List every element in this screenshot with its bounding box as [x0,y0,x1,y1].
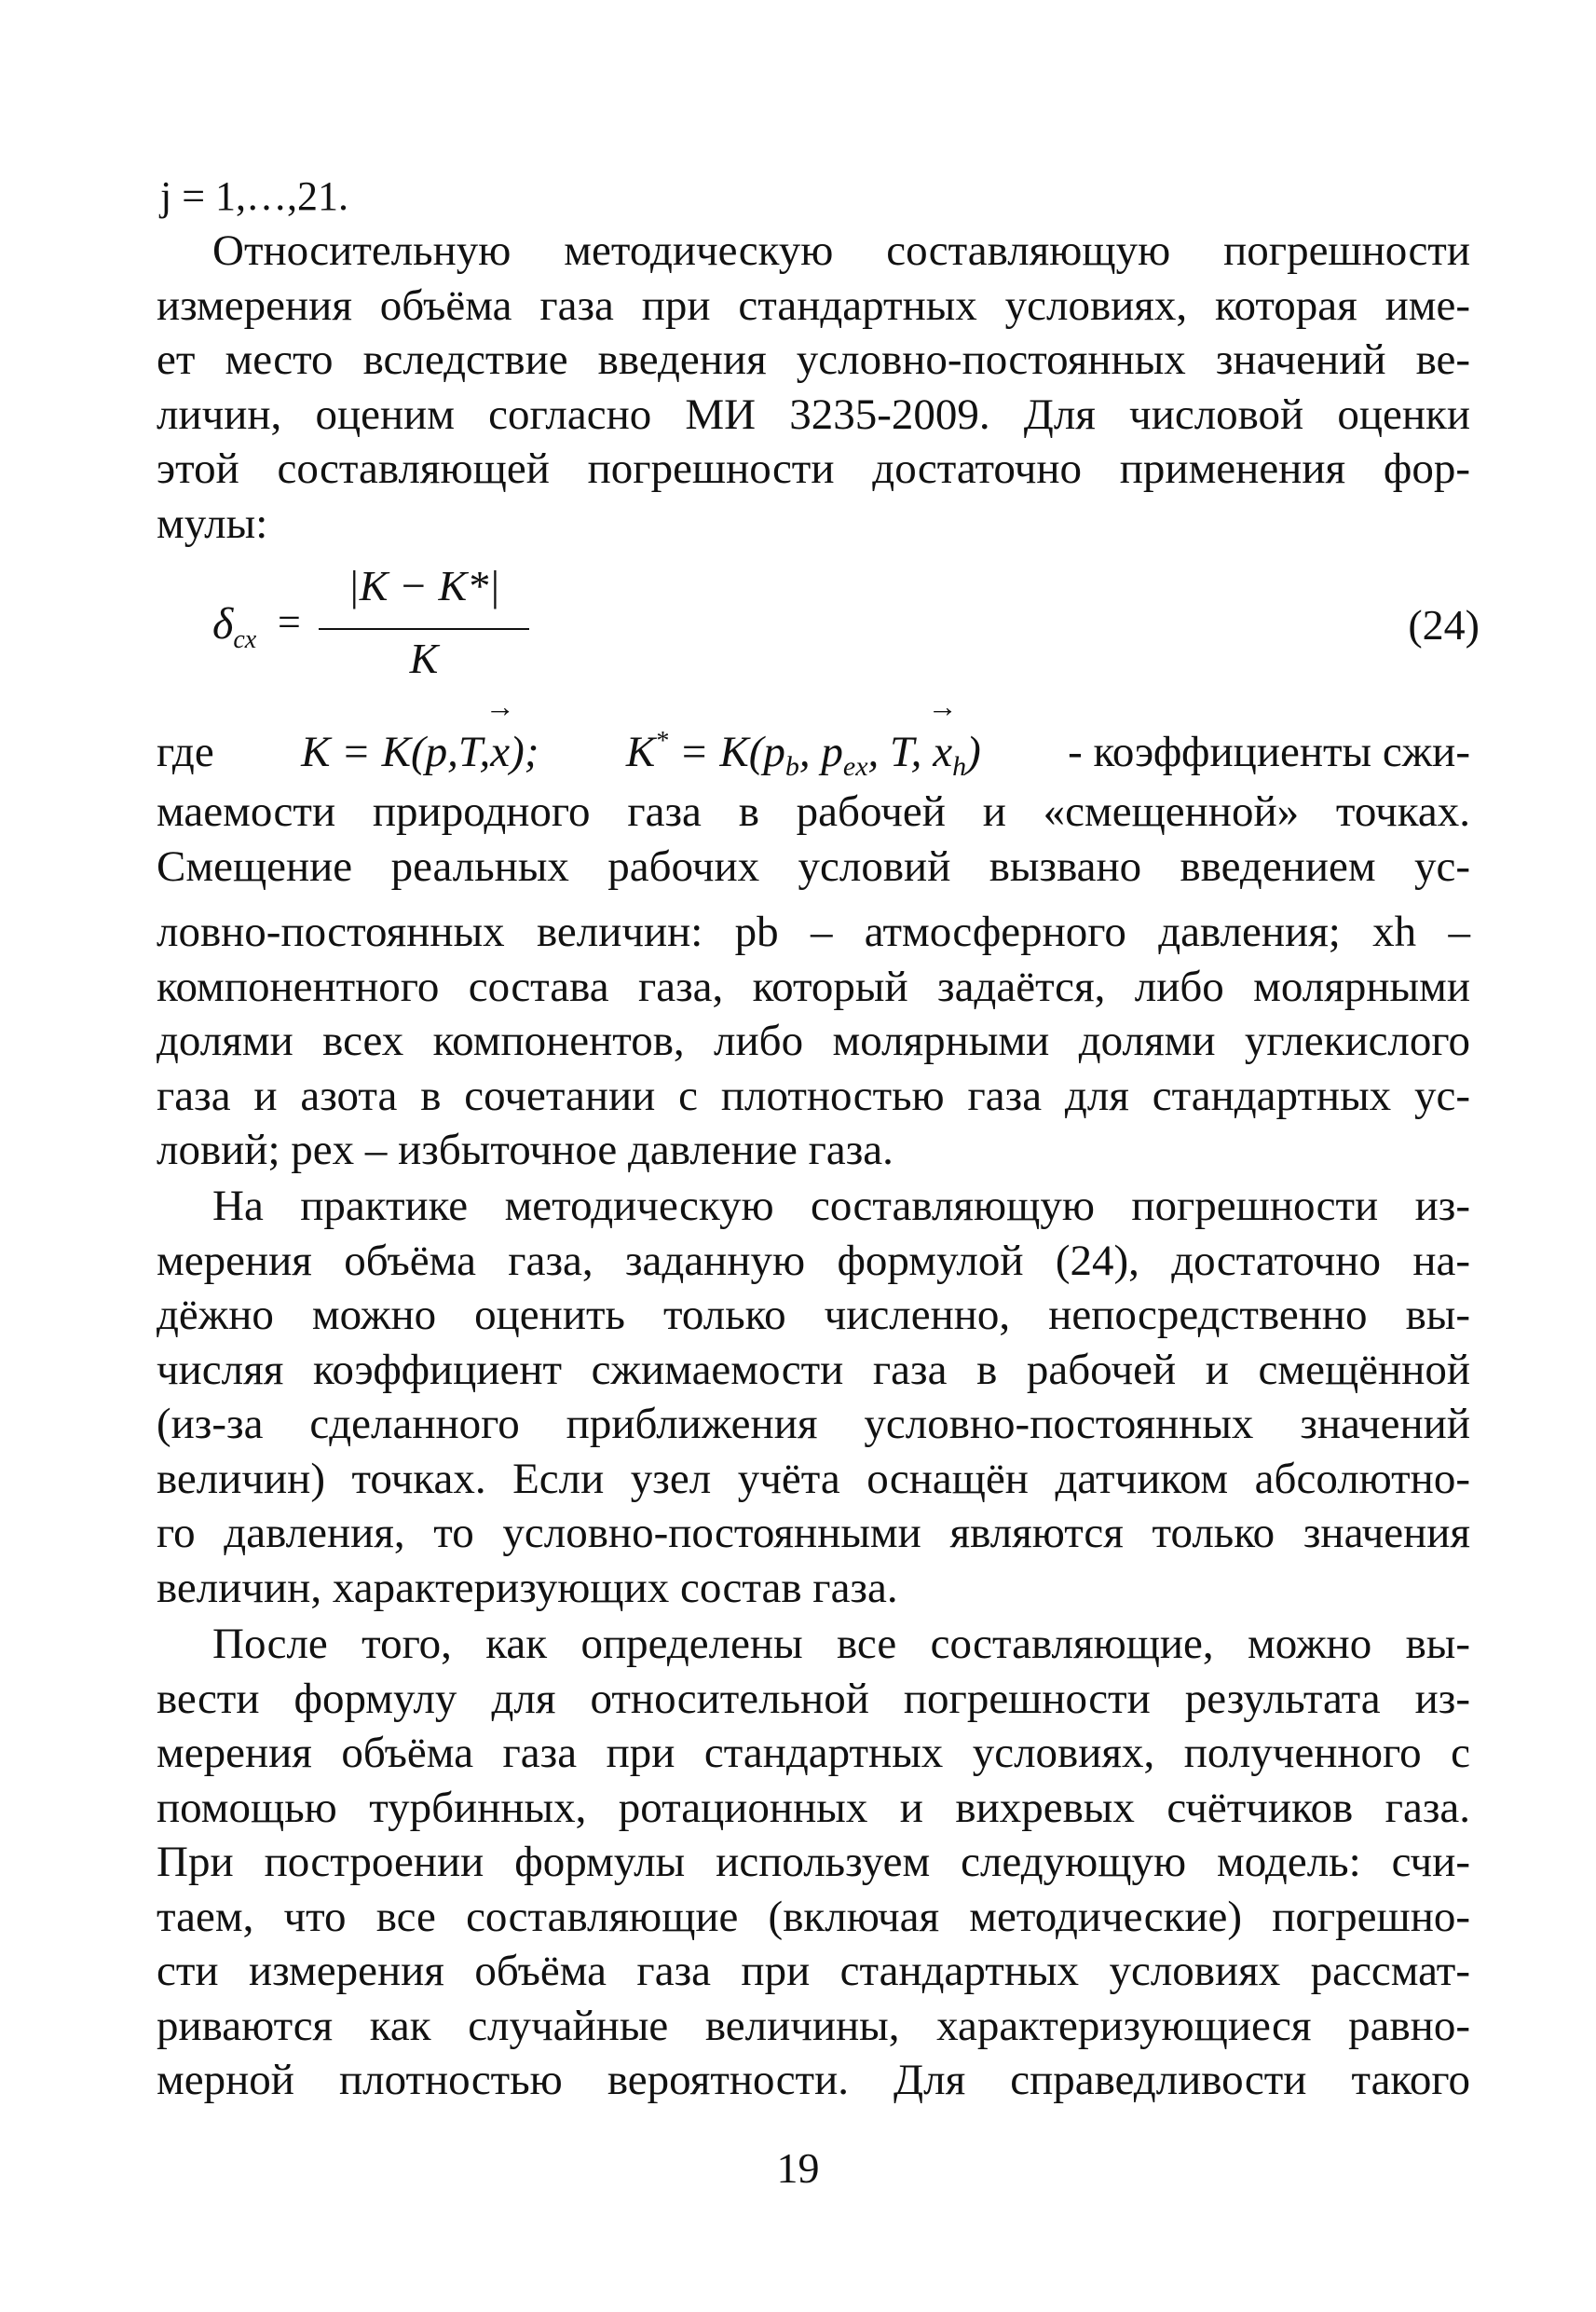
text-line: сти измерения объёма газа при стандартных условиях рассмат- [157,1947,1470,1995]
text-line: таем, что все составляющие (включая методические) погрешно- [157,1892,1470,1941]
formula-denominator: K [409,635,439,682]
text-line: числяя коэффициент сжимаемости газа в рабочей и смещённой [157,1345,1470,1394]
paragraph-2 [157,785,1470,1178]
text-line: маемости природного газа в рабочей и «смещенной» точках. [157,787,1470,836]
text-line: Смещение реальных рабочих условий вызвано введением ус- [157,841,1470,891]
text-line: дёжно можно оценить только численно, непосредственно вы- [157,1291,1470,1339]
fraction-bar [319,628,529,630]
text-line: измерения объёма газа при стандартных условиях, которая име- [157,280,1470,330]
paragraph-4 [157,1617,1470,2108]
kstar-definition: $K^* = K(p_b$, $p_{ex}$, T, x → $_h$) [625,690,981,782]
where-definition-line [157,690,1470,783]
text-line: личин, оценим согласно МИ 3235-2009. Для числовой оценки [157,390,1470,439]
paragraph-3 [157,1179,1470,1615]
text-line: долями всех компонентов, либо молярными долями углекислого [157,1017,1470,1065]
where-prefix: где [157,728,214,776]
text-line: ловно-постоянных величин: pb – атмосферного давления; xh – [157,908,1470,956]
text-line: мерения объёма газа при стандартных условиях, полученного с [157,1729,1470,1777]
text-line: величин, характеризующих состав газа. [157,1563,898,1612]
text-line: помощью турбинных, ротационных и вихревых счётчиков газа. [157,1783,1470,1832]
text-line: После того, как определены все составляющие, можно вы- [212,1620,1470,1668]
formula-24 [212,550,1480,690]
text-line: го давления, то условно-постоянными являются только значения [157,1509,1470,1557]
text-line: компонентного состава газа, который задаётся, либо молярными [157,962,1470,1011]
text-line: При построении формулы используем следующую модель: счи- [157,1838,1470,1886]
formula-equals: = [278,599,301,645]
text-line: Относительную методическую составляющую погрешности [212,226,1470,275]
text-line: вести формулу для относительной погрешности результата из- [157,1674,1470,1723]
text-line: риваются как случайные величины, характеризующиеся равно- [157,2001,1470,2050]
k-definition: K = K(p,T,x → ); [301,690,539,776]
text-line: газа и азота в сочетании с плотностью газа для стандартных ус- [157,1071,1470,1120]
paragraph-1 [157,224,1470,551]
index-range-line: j = 1,…,21. [160,173,349,219]
text-line: На практике методическую составляющую погрешности из- [212,1182,1470,1230]
text-line: мерения объёма газа, заданную формулой (24), достаточно на- [157,1236,1470,1285]
text-line: (из-за сделанного приближения условно-постоянных значений [157,1400,1470,1448]
page-number: 19 [776,2144,820,2192]
text-line: ет место вследствие введения условно-постоянных значений ве- [157,335,1470,384]
text-line: этой составляющей погрешности достаточно применения фор- [157,445,1470,493]
text-line: мулы: [157,499,268,548]
text-line: ловий; pex – избыточное давление газа. [157,1126,893,1174]
formula-lhs: $\delta_{cx}$ [212,599,257,654]
equation-number: (24) [1408,601,1480,649]
text-line: мерной плотностью вероятности. Для справедливости такого [157,2056,1470,2104]
formula-numerator: |K − K*| [348,562,500,609]
text-line: величин) точках. Если узел учёта оснащён датчиком абсолютно- [157,1454,1470,1503]
where-suffix: - коэффициенты сжи- [1068,728,1470,776]
